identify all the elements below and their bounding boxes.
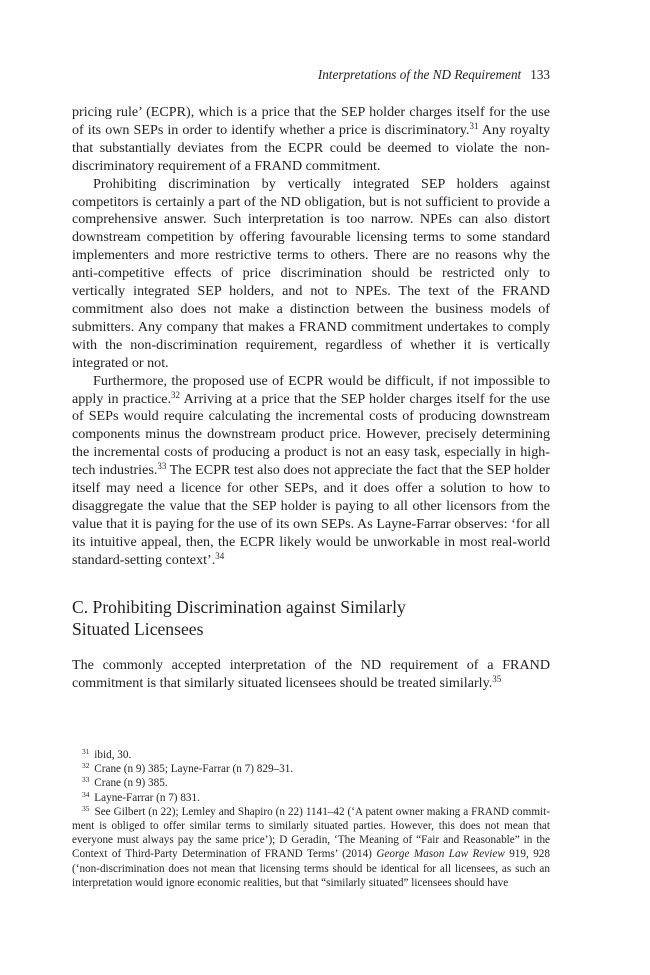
footnote-33: $^{33}$ Crane (n 9) 385. [82,775,168,790]
footnote-ref-34[interactable]: 34 [215,550,225,561]
footnotes [72,748,550,890]
footnote-ref-35[interactable]: 35 [492,673,502,684]
section-heading-line-2: Situated Licensees [72,619,204,639]
footnote-ref-33[interactable]: 33 [157,461,167,472]
footnote-32: $^{32}$ Crane (n 9) 385; Layne-Farrar (n 7) 829–31. [82,761,294,776]
running-header [318,67,550,83]
running-title: Interpretations of the ND Requirement [317,67,522,82]
journal-title: George Mason Law Review [376,848,505,861]
section-heading [72,596,550,640]
paragraph-4: The commonly accepted interpretation of the ND requirement of a FRAND commitment is that similarly situated licensees should be treated similarly.$^{35}$ [72,657,550,691]
section-heading-line-1: C. Prohibiting Discrimination against Similarly [72,597,406,617]
paragraph-3: Furthermore, the proposed use of ECPR would be difficult, if not impossible to apply in practice.$^{32}$ Arriving at a price that the SEP holder charges itself for the use of SEPs would require calculating the incremental costs of producing downstream components minus the downstream product price. However, precisely determining the incremental costs of producing a product is not an easy task, especially in high-tech industries.$^{33}$ The ECPR test also does not appreciate the fact that the SEP holder itself may need a licence for other SEPs, and it does offer a solution to how to disaggregate the value that the SEP holder is paying to all other licensors from the value that it is paying for the use of its own SEPs. As Layne-Farrar observes: ‘for all its intuitive appeal, then, the ECPR likely would be unworkable in most real-world standard-setting context’.$^{34}$ [72,372,551,568]
footnote-ref-32[interactable]: 32 [171,389,181,400]
paragraph-2: Prohibiting discrimination by vertically integrated SEP holders against competitors is certainly a part of the ND obligation, but is not sufficient to provide a comprehensive answer. Such interpretation is too narrow. NPEs can also distort downstream competition by offering favourable licensing terms to some standard implementers and more restrictive terms to others. There are no reasons why the anti-competitive effects of price discrimination should be restricted only to vertically integrated SEP holders, and not to NPEs. The text of the FRAND commitment also does not make a distinction between the business models of submitters. Any company that makes a FRAND commitment undertakes to comply with the non-discrimination requirement, regardless of whether it is vertically integrated or not. [72,175,550,371]
body-text [72,104,550,570]
footnote-35: $^{35}$ See Gilbert (n 22); Lemley and Shapiro (n 22) 1141–42 (‘A patent owner making a FRAND commitment is obliged to offer similar terms to similarly situated parties. However, this does not mean that everyone must always pay the same price’); D Geradin, ‘The Meaning of “Fair and Reasonable” in the Context of Third-Party Determination of FRAND Terms’ (2014) George Mason Law Review 919, 928 (‘non-discrimination does not mean that licensing terms should be identical for all licensees, as such an interpretation would ignore economic realities, but that “similarly situated” licensees should have [72,803,550,889]
footnote-ref-31[interactable]: 31 [469,120,479,131]
footnote-34: $^{34}$ Layne-Farrar (n 7) 831. [82,789,200,804]
page-number: 133 [530,67,550,82]
paragraph-1: pricing rule’ (ECPR), which is a price that the SEP holder charges itself for the use of its own SEPs in order to identify whether a price is discriminatory.$^{31}$ Any royalty that substantially deviates from the ECPR could be deemed to violate the non-discriminatory requirement of a FRAND commitment. [72,104,550,174]
footnote-31: $^{31}$ ibid, 30. [82,747,132,761]
